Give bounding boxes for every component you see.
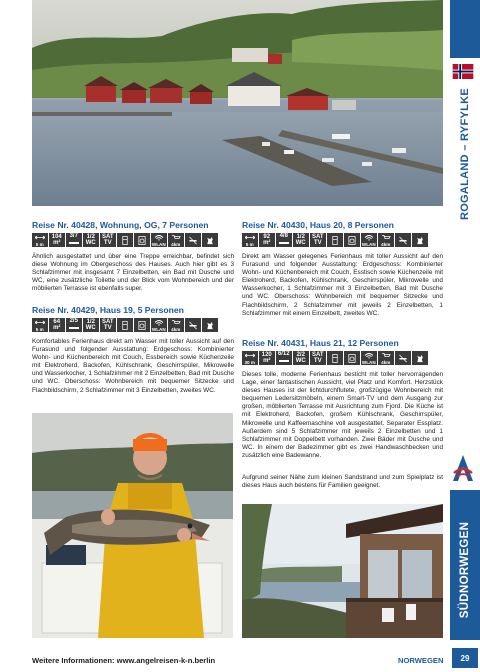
area-icon: 120 m² <box>259 351 275 365</box>
washing-machine-icon <box>134 318 150 332</box>
listing-description: Komfortables Ferienhaus direkt am Wasser mit toller Aussicht auf den Furasund und folgender Ausstattung: Erdgeschoss: Kombinierter Wohn- und Küchenbereich mit Couch, Essbereich sowie Küchenzeile mit Elektroherd, Backofen, Kühlschrank, Geschirrspüler, Mikrowelle und Wasserkocher, 1 Schlafzimmer mit 2 Einzelbetten, Bad mit Dusche und WC. Oberschoss: Wohnbereich mit bequemer Sitzecke und Flachbildschirm, 2 Schlafzimmer mit 3 Einzelbetten, zweites WC. <box>32 338 234 394</box>
region-label-suednorwegen: SÜDNORWEGEN <box>459 521 471 619</box>
listing-description: Dieses tolle, moderne Ferienhaus besticht mit toller hervorragenden Lage, einer fantastischen Aussicht, viel Platz und Komfort. Herzstück dieses Hauses ist der lichtdurchflutete, großzügige Wohnbereich mit bequemen Ledersitzmöbeln, einem Smart-TV und dem Ausgang zur großen, möblierten Terrasse mit Ausrichtung zum Fjord. Die Küche ist mit Elektroherd, Backofen, großem Kühlschrank, Geschirrspüler, Mikrowelle und Kaffeemaschine voll ausgestattet. Separater Essplatz. Außerdem sind 5 Schlafzimmer mit jeweils 2 Einzelbetten und 1 Schlafzimmer mit Doppelbett vorhanden. Zwei Bäder mit Dusche und WC. In einem der Badezimmer gibt es zwei Handwaschbecken und zusätzlich eine Badewanne. <box>242 371 443 459</box>
pets-allowed-icon <box>412 233 428 247</box>
pets-allowed-icon <box>412 351 428 365</box>
shop-distance-icon: 4km <box>168 318 184 332</box>
area-icon: 64 m² <box>49 318 65 332</box>
distance-to-water-icon: 30 m <box>242 351 258 365</box>
listing-heading: Reise Nr. 40430, Haus 20, 8 Personen <box>242 220 394 230</box>
wlan-icon: WLAN <box>361 233 377 247</box>
amenity-icons <box>32 318 218 332</box>
baths-icon: 1/2 WC <box>83 318 99 332</box>
baths-icon: 1/2 WC <box>83 233 99 247</box>
listing-description: Direkt am Wasser gelegenes Ferienhaus mit toller Aussicht auf den Furasund und folgender Ausstattung: Erdgeschoss: Kombinierter Wohn- und Küchenbereich mit Couch, Esstisch sowie Küchenzeile mit Elektroherd, Backofen, Kühlschrank, Geschirrspüler, Mikrowelle und Wasserkocher, 1 Schlafzimmer mit 3 Einzelbetten, Bad mit Dusche und WC. Oberschoss: Wohnbereich mit bequemer Sitzecke und Flachbildschirm, 2 Schlafzimmer mit jeweils 2 Einzelbetten, 1 Schlafzimmer mit einem Einzelbett, zweites WC. <box>242 253 443 317</box>
harbour-photo <box>32 0 443 206</box>
distance-to-water-icon: 5 m <box>242 233 258 247</box>
tv-icon: SAT TV <box>101 234 114 246</box>
beds-icon: 6/12 <box>276 351 292 365</box>
washing-machine-icon <box>134 233 150 247</box>
norway-flag-icon <box>452 64 474 79</box>
beds-icon: 4/8 <box>276 233 292 247</box>
page-number: 29 <box>452 648 478 668</box>
fridge-icon <box>117 318 133 332</box>
beds-icon: 3/7 <box>66 233 82 247</box>
wlan-icon: WLAN <box>151 233 167 247</box>
fridge-icon <box>117 233 133 247</box>
shop-distance-icon: 4km <box>378 233 394 247</box>
pets-allowed-icon <box>202 233 218 247</box>
no-smoking-icon <box>185 233 201 247</box>
wlan-icon: WLAN <box>361 351 377 365</box>
washing-machine-icon <box>344 233 360 247</box>
no-smoking-icon <box>395 233 411 247</box>
amenity-icons <box>242 351 428 365</box>
washing-machine-icon <box>344 351 360 365</box>
tv-icon: SAT TV <box>311 234 324 246</box>
distance-to-water-icon: 5 m <box>32 318 48 332</box>
amenity-icons <box>242 233 428 247</box>
fridge-icon <box>327 233 343 247</box>
region-label-rogaland: ROGALAND – RYFYLKE <box>459 87 472 221</box>
tv-icon: SAT TV <box>101 319 114 331</box>
area-icon: 92 m² <box>259 233 275 247</box>
footer-country: NORWEGEN <box>398 656 444 665</box>
shop-distance-icon: 4km <box>168 233 184 247</box>
footer-info: Weitere Informationen: www.angelreisen-k-n.berlin <box>32 656 216 665</box>
amenity-icons <box>32 233 218 247</box>
brand-logo <box>451 453 475 483</box>
pets-allowed-icon <box>202 318 218 332</box>
no-smoking-icon <box>185 318 201 332</box>
baths-icon: 1/2 WC <box>293 233 309 247</box>
fridge-icon <box>327 351 343 365</box>
tv-icon: SAT TV <box>311 352 324 364</box>
listing-description: Ähnlich ausgestattet und über eine Treppe erreichbar, befindet sich diese Wohnung im Obergeschoss des Hauses. Auch hier gibt es 3 Schlafzimmer mit insgesamt 7 Einzelbetten, ein Bad mit Dusche und WC, eine zusätzliche Toilette und der Blick vom Wohnbereich und der möblierten Terrasse ist ebenfalls super. <box>32 253 234 293</box>
no-smoking-icon <box>395 351 411 365</box>
listing-extra-note: Aufgrund seiner Nähe zum kleinen Sandstrand und zum Spielplatz ist dieses Haus auch bestens für Familien geeignet. <box>242 474 443 490</box>
shop-distance-icon: 4km <box>378 351 394 365</box>
listing-heading: Reise Nr. 40428, Wohnung, OG, 7 Personen <box>32 220 209 230</box>
holiday-house-photo <box>242 504 443 638</box>
listing-heading: Reise Nr. 40431, Haus 21, 12 Personen <box>242 338 399 348</box>
area-icon: 104 m² <box>49 233 65 247</box>
baths-icon: 2/2 WC <box>293 351 309 365</box>
listing-heading: Reise Nr. 40429, Haus 19, 5 Personen <box>32 305 184 315</box>
angler-with-fish-photo <box>32 413 233 638</box>
distance-to-water-icon: 5 m <box>32 233 48 247</box>
beds-icon: 2/5 <box>66 318 82 332</box>
wlan-icon: WLAN <box>151 318 167 332</box>
side-band-top <box>450 0 480 58</box>
